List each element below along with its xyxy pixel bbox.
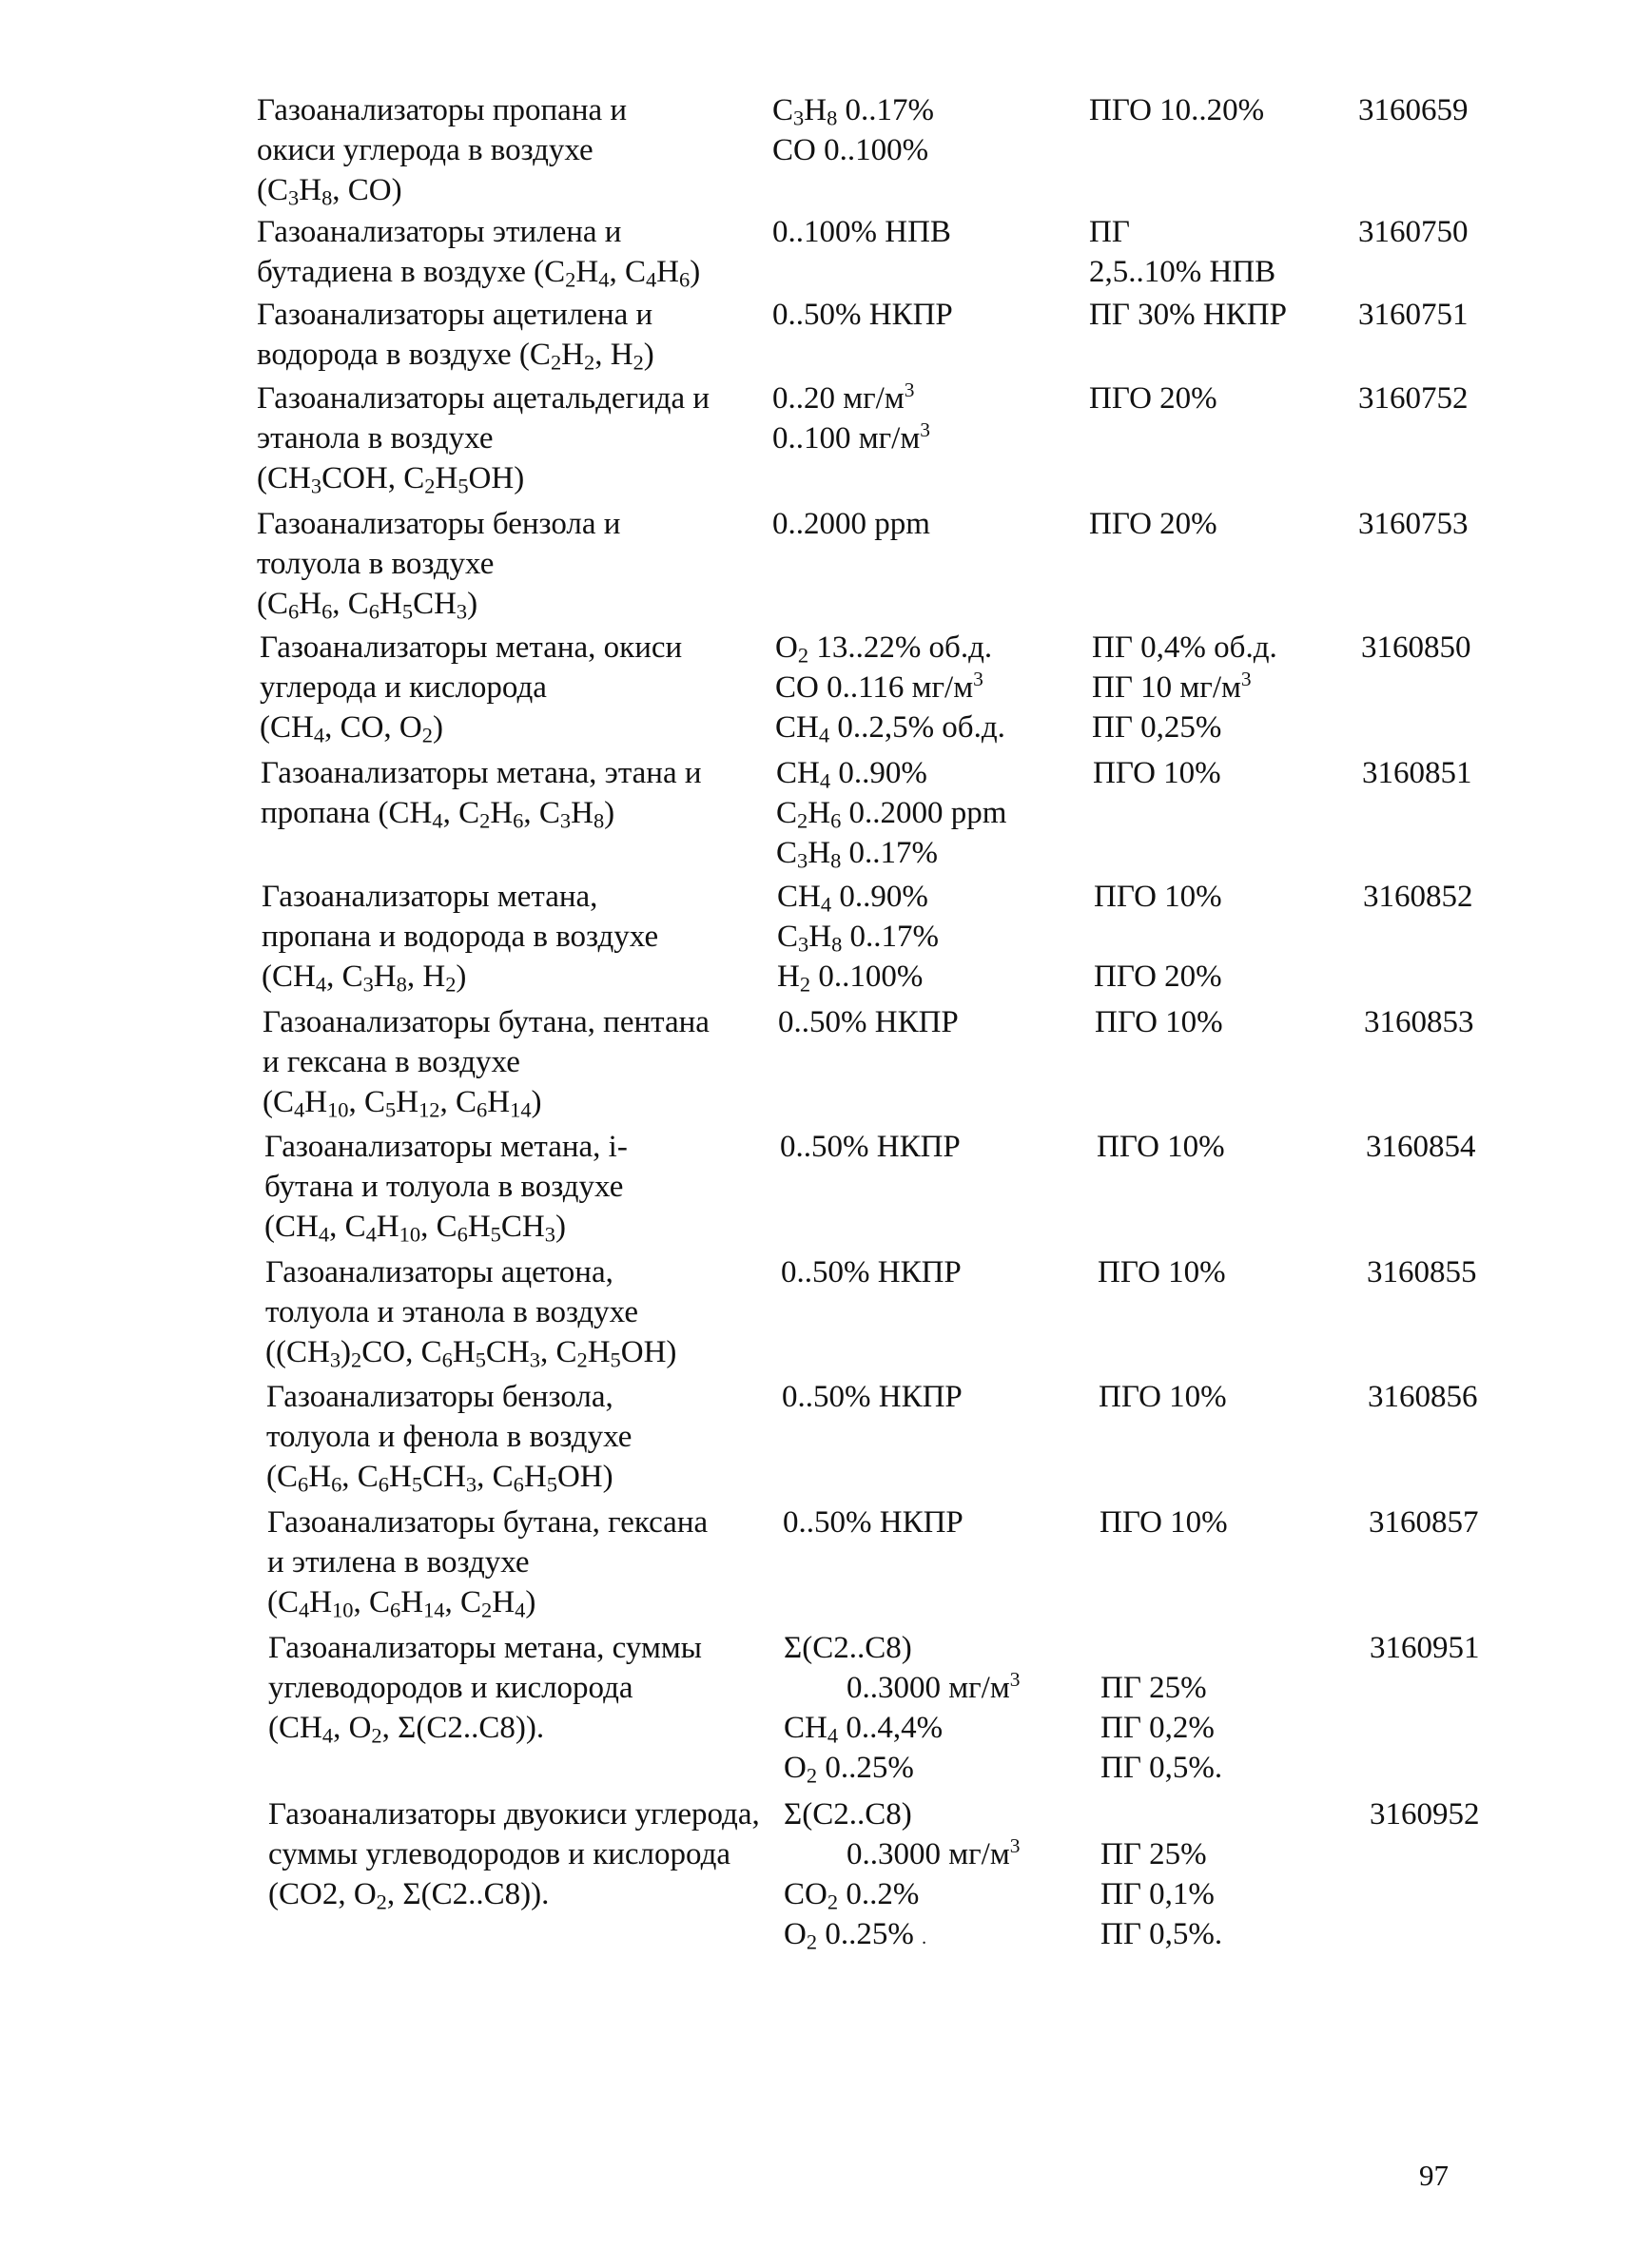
alarm-threshold [1089,212,1275,292]
measurement-range-line: $C_2H_6$ 0..2000 ppm [776,796,1007,833]
measurement-range-line: 0..50% НКПР [781,1255,962,1289]
alarm-threshold-line: ПГ [1089,215,1130,249]
measurement-range [783,1502,963,1542]
alarm-threshold-line: ПГ 25% [1100,1837,1207,1871]
analyzer-name-line: Газоанализаторы пропана и [257,93,628,127]
product-code [1358,295,1469,335]
measurement-range-line: 0..3000 $мг/м^3$ [784,1834,1021,1871]
measurement-range-line: 0..100 $мг/м^3$ [772,418,930,456]
product-code-line: 3160855 [1367,1255,1477,1289]
measurement-range [772,212,951,252]
alarm-threshold-line: ПГО 20% [1089,381,1217,416]
measurement-range [772,295,953,335]
alarm-threshold [1098,1252,1226,1292]
measurement-range [776,753,1006,873]
product-code [1367,1252,1477,1292]
alarm-threshold [1097,1127,1225,1167]
alarm-threshold-line: ПГ 0,25% [1092,710,1222,745]
alarm-threshold-line: ПГ 30% НКПР [1089,298,1287,332]
measurement-range [782,1377,963,1417]
analyzer-name [263,1002,776,1122]
analyzer-name-line: Газоанализаторы бензола, [266,1380,613,1414]
analyzer-name-line: Газоанализаторы метана, i- [264,1130,628,1164]
alarm-threshold-line: 2,5..10% НПВ [1089,255,1276,289]
product-code-line: 3160852 [1363,880,1473,914]
analyzer-name-line: ($(CH_3)_2CO$, $C_6H_5CH_3$, $C_2H_5OH$) [265,1335,677,1372]
analyzer-name-line: Газоанализаторы ацетилена и [257,298,653,332]
measurement-range [784,1794,1020,1958]
alarm-threshold-line: ПГ 0,5%. [1100,1751,1223,1785]
alarm-threshold-line: ПГО 10% [1097,1130,1225,1164]
product-code-line: 3160851 [1362,756,1472,790]
measurement-range-line: 0..50% НКПР [772,298,953,332]
alarm-threshold-line: ПГ 0,5%. [1100,1917,1223,1951]
alarm-threshold-line: ПГ 10 $мг/м^3$ [1092,668,1252,705]
analyzer-name-line: пропана ($CH_4$, $C_2H_6$, $C_3H_8$) [261,796,615,833]
product-code-line: 3160850 [1361,630,1471,665]
measurement-range-line: CO 0..116 $мг/м^3$ [775,668,983,705]
analyzer-name-line: (CO2, $O_2$, Σ(C2..C8)). [268,1877,550,1914]
analyzer-name [257,378,770,498]
analyzer-name [257,90,770,210]
analyzer-name-line: Газоанализаторы бутана, гексана [267,1505,709,1540]
product-code-line: 3160752 [1358,381,1469,416]
measurement-range-line: $H_2$ 0..100% [777,960,924,997]
alarm-threshold [1099,1377,1227,1417]
measurement-range-line: $O_2$ 13..22% об.д. [775,630,993,668]
measurement-range-line: Σ(C2..C8) [784,1797,912,1832]
analyzer-name [257,295,770,375]
measurement-range [772,90,934,170]
analyzer-name [257,212,770,292]
measurement-range [772,378,930,458]
analyzer-name-line: Газоанализаторы метана, этана и [261,756,702,790]
analyzer-name-line: ($C_6H_6$, $C_6H_5CH_3$, $C_6H_5OH$) [266,1460,613,1497]
product-code [1358,378,1469,418]
analyzer-name [268,1794,782,1914]
analyzer-name-line: бутана и толуола в воздухе [264,1170,624,1204]
alarm-threshold-line: ПГО 10% [1095,1005,1223,1039]
product-code [1366,1127,1476,1167]
alarm-threshold-line: ПГ 0,1% [1100,1877,1215,1911]
analyzer-name-line: и гексана в воздухе [263,1045,520,1079]
measurement-range-line: CO 0..100% [772,133,929,167]
product-code [1358,504,1469,544]
measurement-range-line: $O_2$ 0..25% . [784,1917,927,1954]
analyzer-name [257,504,770,624]
product-code [1358,212,1469,252]
product-code-line: 3160856 [1368,1380,1478,1414]
product-code-line: 3160659 [1358,93,1469,127]
analyzer-name-line: толуола в воздухе [257,547,495,581]
measurement-range [778,1002,959,1042]
analyzer-name-line: суммы углеводородов и кислорода [268,1837,731,1871]
analyzer-name-line: Газоанализаторы метана, [262,880,598,914]
alarm-threshold-line: ПГО 10% [1098,1255,1226,1289]
alarm-threshold-line: ПГО 10..20% [1089,93,1265,127]
alarm-threshold [1089,378,1217,418]
measurement-range [781,1252,962,1292]
measurement-range-line: 0..50% НКПР [780,1130,961,1164]
product-code-line: 3160750 [1358,215,1469,249]
product-code-line: 3160751 [1358,298,1469,332]
measurement-range-line: 0..100% НПВ [772,215,951,249]
analyzer-name [266,1377,780,1497]
product-code-line: 3160753 [1358,507,1469,541]
alarm-threshold [1093,753,1221,793]
analyzer-name-line: толуола и фенола в воздухе [266,1420,633,1454]
analyzer-name-line: Газоанализаторы двуокиси углерода, [268,1797,760,1832]
measurement-range-line: $C_3H_8$ 0..17% [776,836,939,873]
alarm-threshold [1100,1628,1222,1788]
measurement-range-line: $CH_4$ 0..4,4% [784,1711,944,1748]
page-number: 97 [1419,2159,1449,2192]
alarm-threshold-line: ПГ 0,2% [1100,1711,1215,1745]
product-code [1363,877,1473,917]
measurement-range [780,1127,961,1167]
product-code [1358,90,1469,130]
alarm-threshold-line: ПГО 10% [1100,1505,1228,1540]
alarm-threshold [1089,90,1264,130]
measurement-range-line: $CO_2$ 0..2% [784,1877,920,1914]
measurement-range-line: $CH_4$ 0..90% [776,756,927,793]
alarm-threshold [1100,1794,1222,1954]
measurement-range-line: $CH_4$ 0..2,5% об.д. [775,710,1005,747]
measurement-range-line: $C_3H_8$ 0..17% [777,920,940,957]
alarm-threshold [1089,295,1287,335]
analyzer-name-line: Газоанализаторы метана, суммы [268,1631,702,1665]
analyzer-name [264,1127,778,1247]
alarm-threshold-line: ПГО 10% [1093,756,1221,790]
analyzer-name-line: ($CH_4$, $C_3H_8$, $H_2$) [262,960,467,997]
measurement-range-line: 0..3000 $мг/м^3$ [784,1668,1021,1705]
alarm-threshold-line: ПГО 20% [1094,960,1222,994]
product-code [1370,1794,1480,1834]
analyzer-name-line: ($C_6H_6$, $C_6H_5CH_3$) [257,587,478,624]
analyzer-name [268,1628,782,1748]
analyzer-name-line: окиси углерода в воздухе [257,133,594,167]
measurement-range [777,877,939,997]
measurement-range-line: 0..2000 ppm [772,507,930,541]
measurement-range-line: $C_3H_8$ 0..17% [772,93,935,130]
product-code [1369,1502,1479,1542]
analyzer-name-line: ($CH_4$, $C_4H_{10}$, $C_6H_5CH_3$) [264,1210,566,1247]
measurement-range-line: 0..20 $мг/м^3$ [772,378,915,416]
alarm-threshold [1095,1002,1223,1042]
analyzer-name-line: Газоанализаторы этилена и [257,215,622,249]
product-code-line: 3160952 [1370,1797,1480,1832]
analyzer-name-line: Газоанализаторы ацетона, [265,1255,613,1289]
analyzer-name-line: бутадиена в воздухе ($C_2H_4$, $C_4H_6$) [257,255,701,292]
alarm-threshold [1089,504,1217,544]
analyzer-name [261,753,774,833]
alarm-threshold-line: ПГО 10% [1094,880,1222,914]
analyzer-name-line: водорода в воздухе ($C_2H_2$, $H_2$) [257,338,654,375]
analyzer-name [262,877,775,997]
product-code [1368,1377,1478,1417]
measurement-range [775,628,1005,747]
alarm-threshold-line [1100,1794,1222,1834]
alarm-threshold-line: ПГО 10% [1099,1380,1227,1414]
analyzer-name-line: углеводородов и кислорода [268,1671,633,1705]
product-code-line: 3160951 [1370,1631,1480,1665]
measurement-range-line: 0..50% НКПР [782,1380,963,1414]
alarm-threshold-line [1094,917,1222,957]
alarm-threshold [1100,1502,1228,1542]
analyzer-name-line: ($C_4H_{10}$, $C_6H_{14}$, $C_2H_4$) [267,1585,536,1622]
analyzer-name-line: ($CH_3COH$, $C_2H_5OH$) [257,461,525,498]
alarm-threshold [1092,628,1277,747]
measurement-range-line: 0..50% НКПР [783,1505,963,1540]
analyzer-name-line: ($C_3H_8$, CO) [257,173,402,210]
analyzer-name-line: Газоанализаторы ацетальдегида и [257,381,710,416]
alarm-threshold-line [1100,1628,1222,1668]
analyzer-name-line: ($CH_4$, $O_2$, Σ(C2..C8)). [268,1711,545,1748]
analyzer-name [260,628,773,747]
measurement-range-line: Σ(C2..C8) [784,1631,912,1665]
product-code [1362,753,1472,793]
product-code-line: 3160854 [1366,1130,1476,1164]
alarm-threshold-line: ПГ 0,4% об.д. [1092,630,1277,665]
analyzer-name-line: Газоанализаторы бутана, пентана [263,1005,710,1039]
measurement-range-line: $CH_4$ 0..90% [777,880,928,917]
analyzer-name-line: пропана и водорода в воздухе [262,920,659,954]
measurement-range-line: 0..50% НКПР [778,1005,959,1039]
analyzer-name-line: ($CH_4$, CO, $O_2$) [260,710,443,747]
alarm-threshold [1094,877,1222,997]
product-code [1364,1002,1474,1042]
measurement-range-line: $O_2$ 0..25% [784,1751,914,1788]
product-code [1361,628,1471,668]
analyzer-name-line: этанола в воздухе [257,421,494,456]
analyzer-name-line: Газоанализаторы бензола и [257,507,621,541]
measurement-range [772,504,930,544]
analyzer-name-line: Газоанализаторы метана, окиси [260,630,683,665]
product-code [1370,1628,1480,1668]
product-code-line: 3160853 [1364,1005,1474,1039]
analyzer-name-line: толуола и этанола в воздухе [265,1295,639,1329]
alarm-threshold-line: ПГ 25% [1100,1671,1207,1705]
alarm-threshold-line: ПГО 20% [1089,507,1217,541]
analyzer-name [267,1502,781,1622]
product-code-line: 3160857 [1369,1505,1479,1540]
measurement-range [784,1628,1020,1788]
analyzer-name-line: углерода и кислорода [260,670,547,705]
analyzer-name-line: ($C_4H_{10}$, $C_5H_{12}$, $C_6H_{14}$) [263,1085,542,1122]
analyzer-name-line: и этилена в воздухе [267,1545,530,1580]
analyzer-name [265,1252,779,1372]
